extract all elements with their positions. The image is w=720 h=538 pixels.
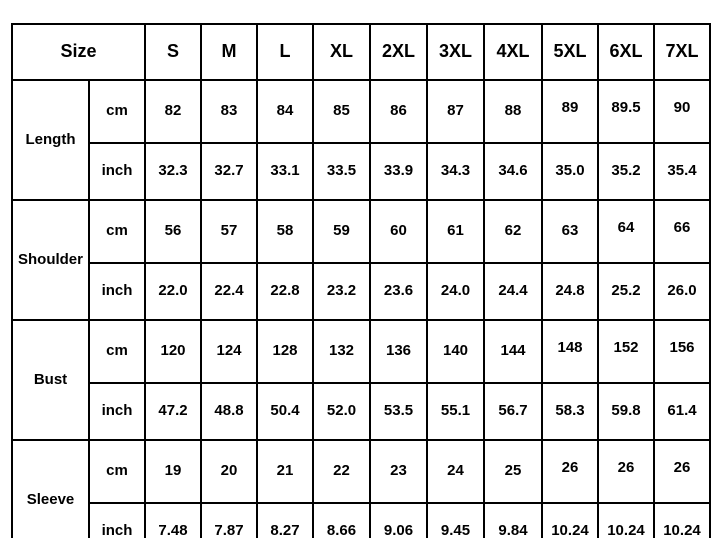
cell-sleeve-inch-7xl: 10.24	[654, 503, 710, 538]
cell-bust-cm-m: 124	[201, 320, 257, 383]
cell-bust-cm-2xl: 136	[370, 320, 427, 383]
cell-length-inch-l: 33.1	[257, 143, 313, 200]
cell-length-cm-2xl: 86	[370, 80, 427, 143]
header-size-3xl: 3XL	[427, 24, 484, 80]
cell-shoulder-inch-l: 22.8	[257, 263, 313, 320]
cell-shoulder-cm-6xl: 64	[598, 200, 654, 263]
cell-length-cm-xl: 85	[313, 80, 370, 143]
cell-bust-inch-2xl: 53.5	[370, 383, 427, 440]
cell-sleeve-inch-2xl: 9.06	[370, 503, 427, 538]
cell-bust-cm-4xl: 144	[484, 320, 542, 383]
header-size-s: S	[145, 24, 201, 80]
cell-shoulder-inch-s: 22.0	[145, 263, 201, 320]
cell-bust-cm-l: 128	[257, 320, 313, 383]
cell-length-inch-m: 32.7	[201, 143, 257, 200]
header-size-m: M	[201, 24, 257, 80]
cell-shoulder-cm-4xl: 62	[484, 200, 542, 263]
cell-length-cm-m: 83	[201, 80, 257, 143]
cell-shoulder-inch-5xl: 24.8	[542, 263, 598, 320]
cell-length-inch-7xl: 35.4	[654, 143, 710, 200]
unit-inch: inch	[89, 503, 145, 538]
cell-sleeve-cm-7xl: 26	[654, 440, 710, 503]
table-row	[12, 503, 710, 538]
cell-sleeve-cm-s: 19	[145, 440, 201, 503]
unit-cm: cm	[89, 440, 145, 503]
header-size-xl: XL	[313, 24, 370, 80]
cell-sleeve-cm-xl: 22	[313, 440, 370, 503]
cell-sleeve-inch-5xl: 10.24	[542, 503, 598, 538]
cell-shoulder-inch-7xl: 26.0	[654, 263, 710, 320]
cell-sleeve-cm-6xl: 26	[598, 440, 654, 503]
cell-bust-inch-m: 48.8	[201, 383, 257, 440]
header-size-label: Size	[12, 24, 145, 80]
cell-shoulder-cm-s: 56	[145, 200, 201, 263]
unit-cm: cm	[89, 320, 145, 383]
cell-bust-inch-3xl: 55.1	[427, 383, 484, 440]
cell-length-cm-l: 84	[257, 80, 313, 143]
header-size-l: L	[257, 24, 313, 80]
cell-shoulder-cm-7xl: 66	[654, 200, 710, 263]
cell-length-inch-6xl: 35.2	[598, 143, 654, 200]
cell-bust-inch-s: 47.2	[145, 383, 201, 440]
cell-sleeve-cm-l: 21	[257, 440, 313, 503]
header-size-6xl: 6XL	[598, 24, 654, 80]
cell-bust-inch-4xl: 56.7	[484, 383, 542, 440]
cell-bust-inch-l: 50.4	[257, 383, 313, 440]
cell-sleeve-inch-s: 7.48	[145, 503, 201, 538]
table-row	[12, 80, 710, 143]
table-header-row	[12, 24, 710, 80]
table-row	[12, 143, 710, 200]
cell-bust-inch-xl: 52.0	[313, 383, 370, 440]
cell-length-inch-s: 32.3	[145, 143, 201, 200]
header-size-2xl: 2XL	[370, 24, 427, 80]
cell-shoulder-inch-2xl: 23.6	[370, 263, 427, 320]
row-label-bust: Bust	[12, 320, 89, 440]
header-size-5xl: 5XL	[542, 24, 598, 80]
cell-sleeve-cm-3xl: 24	[427, 440, 484, 503]
cell-shoulder-cm-3xl: 61	[427, 200, 484, 263]
cell-sleeve-cm-5xl: 26	[542, 440, 598, 503]
cell-shoulder-cm-2xl: 60	[370, 200, 427, 263]
cell-shoulder-cm-m: 57	[201, 200, 257, 263]
cell-bust-cm-6xl: 152	[598, 320, 654, 383]
cell-sleeve-inch-4xl: 9.84	[484, 503, 542, 538]
cell-shoulder-inch-xl: 23.2	[313, 263, 370, 320]
cell-length-cm-3xl: 87	[427, 80, 484, 143]
unit-inch: inch	[89, 143, 145, 200]
cell-bust-cm-5xl: 148	[542, 320, 598, 383]
cell-length-inch-5xl: 35.0	[542, 143, 598, 200]
cell-shoulder-inch-4xl: 24.4	[484, 263, 542, 320]
row-label-sleeve: Sleeve	[12, 440, 89, 538]
cell-length-cm-4xl: 88	[484, 80, 542, 143]
cell-length-inch-4xl: 34.6	[484, 143, 542, 200]
table-row	[12, 263, 710, 320]
cell-shoulder-inch-6xl: 25.2	[598, 263, 654, 320]
cell-length-inch-2xl: 33.9	[370, 143, 427, 200]
cell-sleeve-cm-2xl: 23	[370, 440, 427, 503]
cell-sleeve-inch-6xl: 10.24	[598, 503, 654, 538]
cell-sleeve-inch-m: 7.87	[201, 503, 257, 538]
unit-cm: cm	[89, 200, 145, 263]
cell-length-inch-3xl: 34.3	[427, 143, 484, 200]
cell-bust-inch-7xl: 61.4	[654, 383, 710, 440]
cell-length-cm-6xl: 89.5	[598, 80, 654, 143]
cell-shoulder-cm-l: 58	[257, 200, 313, 263]
row-label-shoulder: Shoulder	[12, 200, 89, 320]
row-label-length: Length	[12, 80, 89, 200]
cell-length-cm-s: 82	[145, 80, 201, 143]
header-size-7xl: 7XL	[654, 24, 710, 80]
cell-bust-inch-6xl: 59.8	[598, 383, 654, 440]
cell-shoulder-inch-m: 22.4	[201, 263, 257, 320]
cell-length-cm-7xl: 90	[654, 80, 710, 143]
cell-bust-cm-3xl: 140	[427, 320, 484, 383]
cell-bust-inch-5xl: 58.3	[542, 383, 598, 440]
table-row	[12, 320, 710, 383]
cell-sleeve-cm-4xl: 25	[484, 440, 542, 503]
size-chart-table	[11, 23, 711, 538]
table-row	[12, 383, 710, 440]
unit-inch: inch	[89, 383, 145, 440]
cell-sleeve-inch-l: 8.27	[257, 503, 313, 538]
cell-sleeve-cm-m: 20	[201, 440, 257, 503]
cell-sleeve-inch-xl: 8.66	[313, 503, 370, 538]
header-size-4xl: 4XL	[484, 24, 542, 80]
cell-length-inch-xl: 33.5	[313, 143, 370, 200]
cell-bust-cm-s: 120	[145, 320, 201, 383]
cell-shoulder-cm-5xl: 63	[542, 200, 598, 263]
cell-sleeve-inch-3xl: 9.45	[427, 503, 484, 538]
cell-length-cm-5xl: 89	[542, 80, 598, 143]
unit-inch: inch	[89, 263, 145, 320]
cell-shoulder-cm-xl: 59	[313, 200, 370, 263]
table-row	[12, 440, 710, 503]
cell-bust-cm-xl: 132	[313, 320, 370, 383]
cell-bust-cm-7xl: 156	[654, 320, 710, 383]
unit-cm: cm	[89, 80, 145, 143]
table-row	[12, 200, 710, 263]
cell-shoulder-inch-3xl: 24.0	[427, 263, 484, 320]
